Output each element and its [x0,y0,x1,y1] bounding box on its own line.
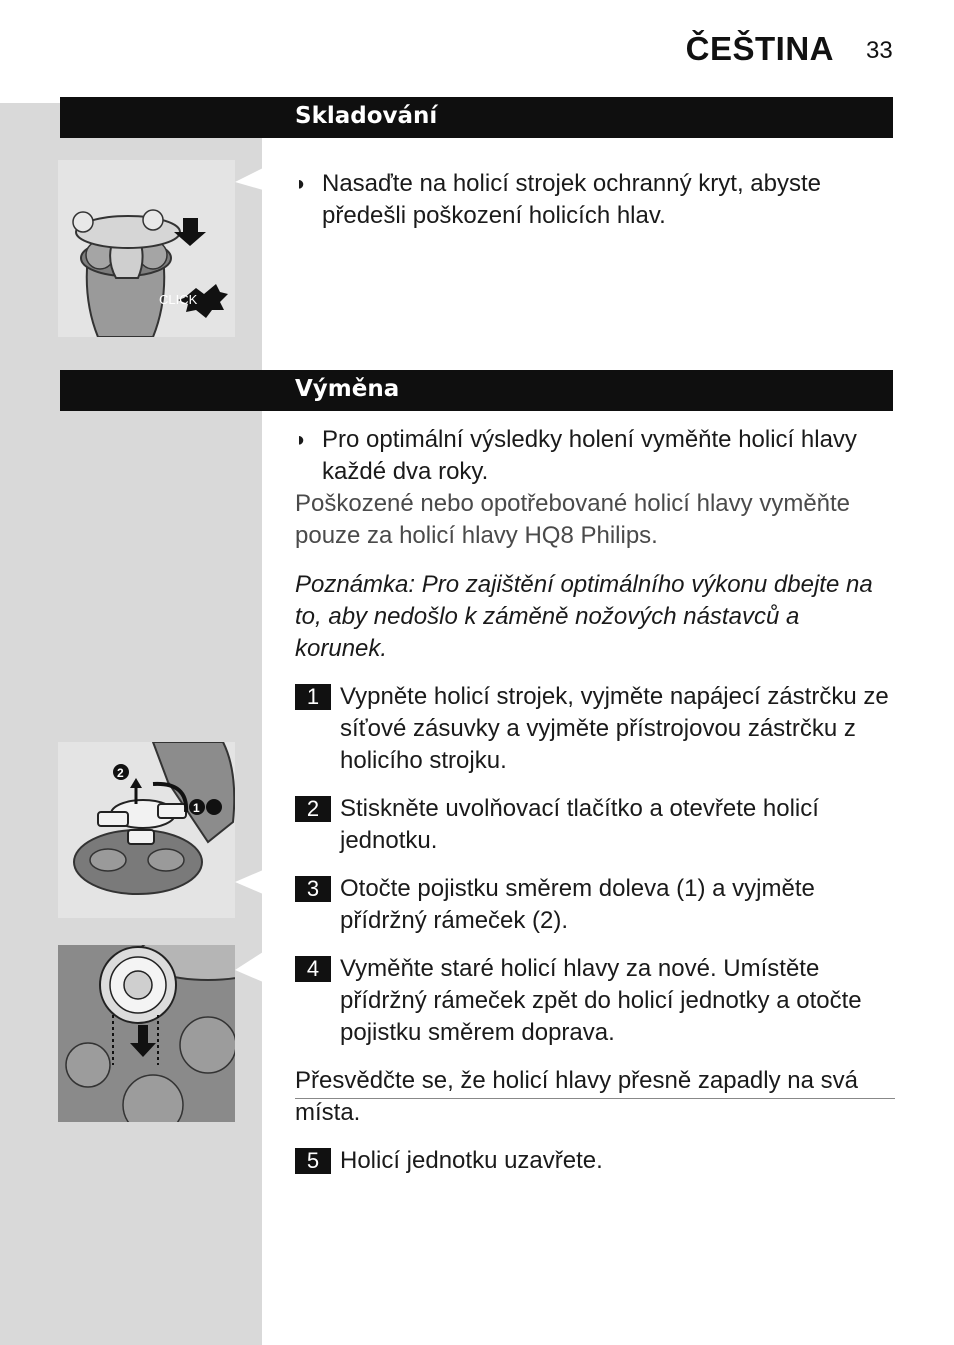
step-text: Holicí jednotku uzavřete. [340,1147,603,1174]
section-bar-storage [60,97,893,138]
figure-pointer-frame [235,870,263,900]
page-number: 33 [866,37,893,64]
figure-label-1: 1 [193,801,200,815]
step-text: Vyměňte staré holicí hlavy za nové. Umístěte přídržný rámeček zpět do holicí jednotky a otočte pojistku směrem doprava. [340,955,862,1046]
figure-pointer-heads [235,952,263,982]
step-text: Stiskněte uvolňovací tlačítko a otevřete holicí jednotku. [340,795,819,854]
shaving-head-replace-illustration [58,945,235,1122]
replacement-note-italic: Poznámka: Pro zajištění optimálního výkonu dbejte na to, aby nedošlo k záměně nožových nástavců a korunek. [295,571,873,662]
figure-protective-cap [58,160,235,337]
step-number: 2 [295,796,331,822]
up-arrow-icon [130,778,142,788]
storage-bullet [295,168,895,232]
rotate-icon [206,799,222,815]
shaving-unit-open-illustration [58,742,235,918]
storage-bullet-text: Nasaďte na holicí strojek ochranný kryt, abyste předešli poškození holicích hlav. [322,170,821,229]
section-title-storage: Skladování [295,103,438,129]
replacement-bullet-text: Pro optimální výsledky holení vyměňte holicí hlavy každé dva roky. [322,426,857,485]
step-5 [295,1145,895,1177]
click-label: CLICK [159,292,198,307]
section-bar-replacement [60,370,893,411]
shaver-cap-illustration [58,160,235,337]
step-2 [295,793,895,857]
step-text: Otočte pojistku směrem doleva (1) a vyjměte přídržný rámeček (2). [340,875,815,934]
bullet-icon: ◗ [295,429,308,451]
figure-label-2: 2 [117,766,124,780]
step-number: 1 [295,684,331,710]
step-number: 4 [295,956,331,982]
divider [295,1098,895,1099]
figure-pointer-storage [235,160,263,190]
step-1 [295,681,895,777]
step-3 [295,873,895,937]
replacement-note-plain: Poškozené nebo opotřebované holicí hlavy vyměňte pouze za holicí hlavy HQ8 Philips. [295,490,851,549]
step-number: 5 [295,1148,331,1174]
replacement-bullet [295,424,895,488]
section-title-replacement: Výměna [295,376,400,402]
step-number: 3 [295,876,331,902]
figure-retaining-frame [58,742,235,918]
language-heading: ČEŠTINA [685,30,834,67]
check-line: Přesvědčte se, že holicí hlavy přesně zapadly na svá místa. [295,1067,858,1126]
figure-shaving-heads [58,945,235,1122]
down-arrow-icon [174,218,206,246]
bullet-icon: ◗ [295,173,308,195]
step-4 [295,953,895,1049]
step-text: Vypněte holicí strojek, vyjměte napájecí zástrčku ze síťové zásuvky a vyjměte přístrojovou zástrčku z holicího strojku. [340,683,889,774]
